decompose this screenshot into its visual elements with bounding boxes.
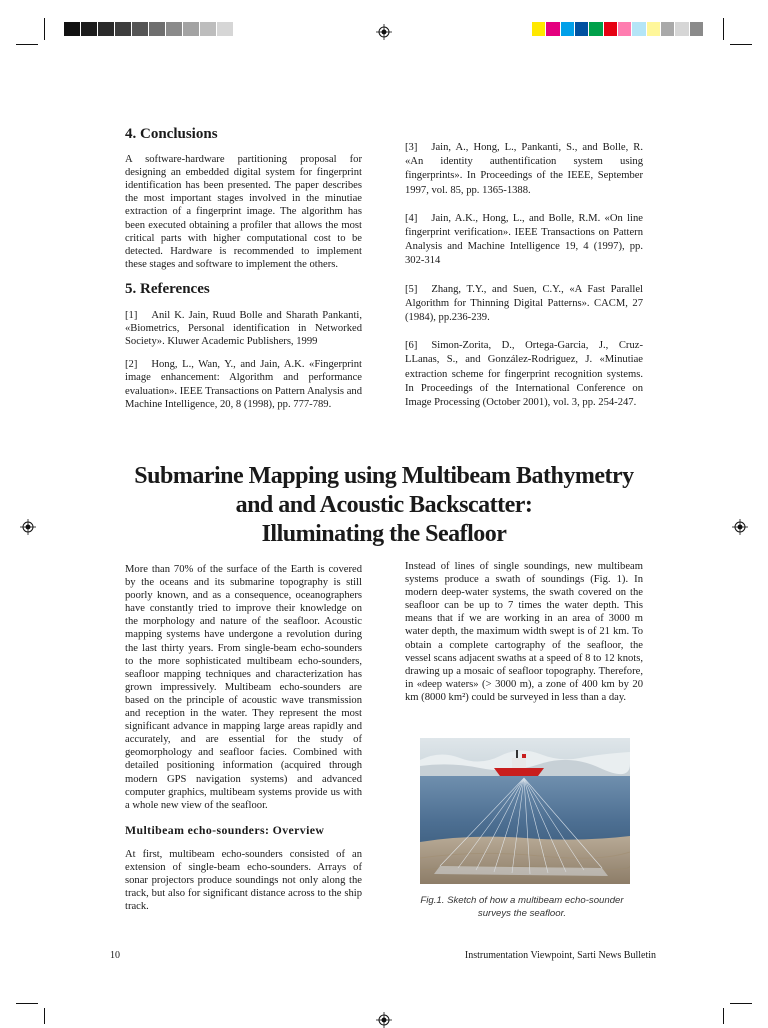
reference-number: [3] (405, 142, 418, 153)
reference-text: Zhang, T.Y., and Suen, C.Y., «A Fast Parallel Algorithm for Thinning Digital Patterns». CACM, 27 (1984), pp.236-239. (405, 283, 643, 324)
registration-mark-left-icon (20, 519, 36, 535)
article-subheading: Multibeam echo-sounders: Overview (125, 822, 325, 837)
reference-text: Anil K. Jain, Ruud Bolle and Sharath Pankanti, «Biometrics, Personal identification in Networked Society». Kluwer Academic Publishers, 1999 (125, 310, 362, 348)
color-swatch (690, 22, 704, 36)
reference-number: [1] (125, 310, 138, 322)
reference-item-4 (405, 212, 643, 269)
article-right-column (405, 560, 643, 704)
article-left-column (125, 563, 362, 913)
gray-swatch (115, 22, 132, 36)
reference-text: Simon-Zorita, D., Ortega-Garcia, J., Cruz-LLanas, S., and González-Rodriguez, J. «Minutiae extraction scheme for fingerprint recognition systems. In Proceedings of the International Conference on Image Processing (October 2001), vol. 3, pp. 254-247. (405, 340, 643, 409)
right-upper-column (405, 141, 643, 420)
reference-item-3 (405, 141, 643, 198)
reference-text: Jain, A.K., Hong, L., and Bolle, R.M. «On line fingerprint verification». IEEE Transactions on Pattern Analysis and Machine Intelligence 19, 4 (1997), pp. 302-314 (405, 212, 643, 267)
reference-text: Jain, A., Hong, L., Pankanti, S., and Bolle, R. «An identity authentification system using fingerprints». In Proceedings of the IEEE, September 1997, vol. 85, pp. 1365-1388. (405, 142, 643, 196)
reference-text: Hong, L., Wan, Y., and Jain, A.K. «Fingerprint image enhancement: Algorithm and performance evaluation». IEEE Transactions on Pattern Analysis and Machine Intelligence, 20, 8 (1998), pp. 777-789. (125, 359, 362, 410)
color-swatch (661, 22, 675, 36)
gray-swatch (217, 22, 234, 36)
color-swatch (675, 22, 689, 36)
reference-item-1 (125, 309, 362, 348)
reference-number: [6] (405, 340, 418, 352)
article-paragraph-3: Instead of lines of single soundings, new multibeam systems produce a swath of soundings (Fig. 1). In modern deep-water systems, the swath covered on the seafloor can be up to 7 times the water depth. This means that if we are working in an area of 3000 m water depth, the maximum width swept is of 21 km. To obtain a complete cartography of the seafloor, the vessel scans adjacent swaths at a speed of 8 to 12 knots, drawing up a mosaic of seafloor topography. Therefore, in «deep waters» (> 3000 m), a zone of 400 km by 20 km (8000 km²) could be surveyed in less than a day. (405, 561, 643, 703)
registration-mark-top-icon (376, 24, 392, 40)
page-number: 10 (110, 950, 120, 961)
color-swatch (575, 22, 589, 36)
reference-number: [2] (125, 359, 138, 371)
gray-swatch (200, 22, 217, 36)
color-calibration-bar (532, 22, 704, 36)
gray-swatch (132, 22, 149, 36)
reference-item-5 (405, 283, 643, 326)
gray-swatch (149, 22, 166, 36)
gray-swatch (98, 22, 115, 36)
gray-swatch (166, 22, 183, 36)
reference-item-6 (405, 339, 643, 410)
article-title-line-3: Illuminating the Seafloor (261, 521, 507, 547)
reference-item-2 (125, 358, 362, 410)
article-title-line-1: Submarine Mapping using Multibeam Bathymetry (134, 463, 634, 489)
left-upper-column (125, 128, 362, 421)
article-paragraph-1: More than 70% of the surface of the Earth is covered by the oceans and its submarine topography is still poorly known, and as a consequence, oceanographers have constantly tried to improve their knowledge on the morphology and nature of the seafloor. Acoustic mapping systems have undergone a revolution during the last thirty years. From single-beam echo-sounders to the more sophisticated multibeam echo-sounders, seafloor mapping techniques and characterization has grown impressively. Multibeam echo-sounders are based on the principle of acoustic wave transmission and reception in the water. They represent the most significant advance in mapping large areas rapidly and accurately, and are essential for the study of geomorphology and seafloor facies. Combined with detailed positioning information (acquired through modern GPS navigation systems) and advanced computer graphics, multibeam systems provide us with a whole new view of the seafloor. (125, 564, 362, 811)
color-swatch (632, 22, 646, 36)
registration-mark-bottom-icon (376, 1012, 392, 1028)
article-paragraph-2: At first, multibeam echo-sounders consisted of an extension of single-beam echo-sounders. Arrays of sonar projectors produce soundings not only along the track, but also for significant distance across to the ship track. (125, 848, 362, 913)
gray-calibration-bar (64, 22, 234, 36)
reference-number: [4] (405, 212, 418, 224)
color-swatch (546, 22, 560, 36)
publication-name: Instrumentation Viewpoint, Sarti News Bulletin (464, 950, 656, 961)
article-title (100, 462, 668, 549)
color-swatch (618, 22, 632, 36)
gray-swatch (183, 22, 200, 36)
color-swatch (532, 22, 546, 36)
figure-caption: Fig.1. Sketch of how a multibeam echo-sounder surveys the seafloor. (420, 895, 624, 919)
conclusions-heading: 4. Conclusions (125, 126, 218, 142)
color-swatch (647, 22, 661, 36)
color-swatch (589, 22, 603, 36)
gray-swatch (64, 22, 81, 36)
multibeam-survey-figure (420, 738, 630, 884)
registration-mark-right-icon (732, 519, 748, 535)
gray-swatch (81, 22, 98, 36)
color-swatch (604, 22, 618, 36)
color-swatch (561, 22, 575, 36)
reference-number: [5] (405, 283, 418, 295)
article-title-line-2: and and Acoustic Backscatter: (235, 492, 533, 518)
conclusions-body: A software-hardware partitioning proposal for designing an embedded digital system for fingerprint identification has been presented. The paper describes the most important stages involved in the minutiae extraction of a fingerprint image. The algorithm has been executed obtaining a profiler that allows the most critical parts with higher computational cost to be detected. Hardware is recommended to implement these stages and software to implement the others. (125, 154, 362, 270)
references-heading: 5. References (125, 280, 210, 297)
